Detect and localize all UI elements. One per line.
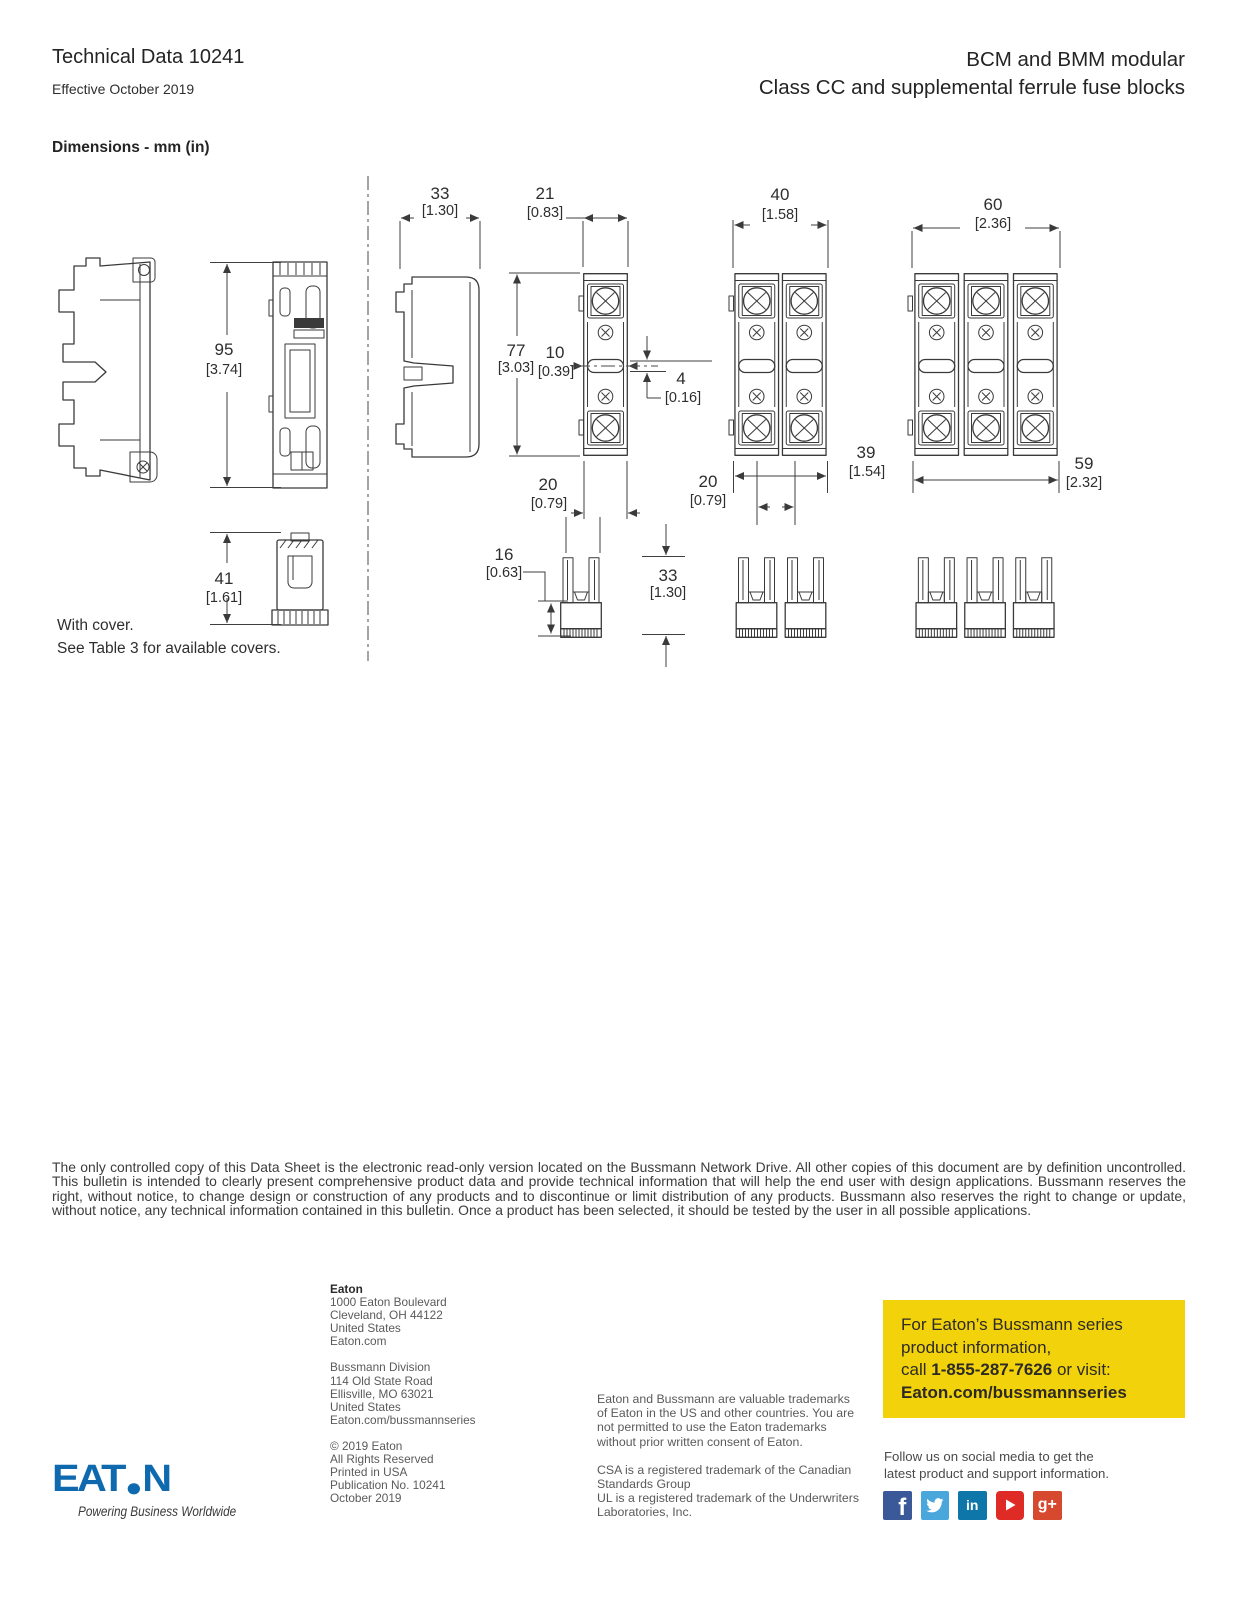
dim-20-in: [0.79] xyxy=(530,496,568,512)
dim-21-in: [0.83] xyxy=(526,205,564,221)
dim-16-in: [0.63] xyxy=(485,565,523,581)
dim-4-mm: 4 xyxy=(676,369,686,388)
youtube-icon[interactable] xyxy=(996,1491,1025,1520)
ul-trademark-note: UL is a registered trademark of the Underwriters Laboratories, Inc. xyxy=(597,1491,859,1520)
dim-95-mm: 95 xyxy=(214,340,234,359)
one-pole-front-view xyxy=(584,274,628,456)
division-line: Bussmann Division xyxy=(330,1360,431,1375)
phone-number[interactable]: 1-855-287-7626 xyxy=(931,1360,1053,1379)
address-company: Eaton xyxy=(330,1282,363,1296)
address-line: United States xyxy=(330,1321,401,1336)
dim-21-mm: 21 xyxy=(535,184,555,203)
dim-59 xyxy=(913,454,1102,493)
dim-20b-in: [0.79] xyxy=(689,493,727,509)
dim-10-in: [0.39] xyxy=(537,364,575,380)
dim-41-in: [1.61] xyxy=(205,590,243,606)
dim-33b-mm: 33 xyxy=(658,566,678,585)
dim-33b-in: [1.30] xyxy=(649,585,687,601)
dim-95-in: [3.74] xyxy=(205,362,243,378)
facebook-icon[interactable]: f xyxy=(883,1491,912,1520)
dim-20-two-pole xyxy=(690,461,795,525)
dim-59-mm: 59 xyxy=(1074,454,1094,473)
document-effective-date: Effective October 2019 xyxy=(52,81,195,97)
address-line: 1000 Eaton Boulevard xyxy=(330,1295,447,1310)
cover-note-line2: See Table 3 for available covers. xyxy=(57,640,281,657)
dim-40-mm: 40 xyxy=(770,185,790,204)
document-title: Technical Data 10241 xyxy=(52,46,245,68)
eaton-tagline: Powering Business Worldwide xyxy=(78,1503,237,1519)
linkedin-icon[interactable]: in xyxy=(958,1491,987,1520)
dim-20b-mm: 20 xyxy=(698,472,718,491)
bussmannseries-link[interactable]: Eaton.com/bussmannseries xyxy=(330,1412,476,1427)
three-pole-top-view-p1 xyxy=(916,558,957,638)
dim-40 xyxy=(733,185,828,268)
dim-40-in: [1.58] xyxy=(761,207,799,223)
dim-59-in: [2.32] xyxy=(1065,475,1103,491)
copyright-line: Printed in USA xyxy=(330,1465,408,1480)
info-box-line3: call 1-855-287-7626 or visit: xyxy=(901,1360,1111,1379)
googleplus-icon[interactable]: g+ xyxy=(1033,1491,1062,1520)
three-pole-top-view-p3 xyxy=(1013,558,1054,638)
dimension-drawings xyxy=(0,160,1236,680)
trademark-paragraph: Eaton and Bussmann are valuable trademarks of Eaton in the US and other countries. You are not permitted to use the Eaton trademarks without prior written consent of Eaton. xyxy=(597,1392,855,1449)
dim-16 xyxy=(486,545,571,636)
three-pole-front-view-p2 xyxy=(964,274,1008,456)
product-title xyxy=(759,46,1185,102)
two-pole-front-view-p1 xyxy=(735,274,779,456)
dim-39-in: [1.54] xyxy=(848,464,886,480)
side-view-drawing xyxy=(59,258,157,482)
division-line: Ellisville, MO 63021 xyxy=(330,1386,434,1401)
dim-33-mm: 33 xyxy=(430,184,450,203)
legal-disclaimer: The only controlled copy of this Data Sheet is the electronic read-only version located on the Bussmann Network Drive. All other copies of this document are by definition uncontrolled. This bulletin is intended to clearly present comprehensive product data and provide technical information that will help the end user with design applications. Bussmann reserves the right, without notice, to change design or construction of any products and to discontinue or limit distribution of any products. Bussmann also reserves the right to change or update, without notice, any technical information contained in this bulletin. Once a product has been selected, it should be tested by the user in all possible applications. xyxy=(52,1159,1186,1219)
eaton-wordmark: EAT N xyxy=(52,1456,170,1500)
publication-date: October 2019 xyxy=(330,1491,402,1506)
dim-41-mm: 41 xyxy=(214,569,234,588)
csa-trademark-note: CSA is a registered trademark of the Canadian Standards Group xyxy=(597,1462,852,1492)
product-title-line2: Class CC and supplemental ferrule fuse blocks xyxy=(758,76,1185,99)
dim-20-single xyxy=(531,461,640,519)
three-pole-front-view-p3 xyxy=(1014,274,1058,456)
front-view-drawing xyxy=(269,262,327,488)
dim-33-depth xyxy=(400,184,480,269)
dim-4-in: [0.16] xyxy=(664,390,702,406)
dim-33-topview xyxy=(642,524,686,667)
two-pole-top-view-p1 xyxy=(736,558,777,638)
info-box-website[interactable]: Eaton.com/bussmannseries xyxy=(901,1382,1127,1402)
dim-4 xyxy=(630,336,712,406)
dim-95 xyxy=(206,263,281,488)
dim-77-in: [3.03] xyxy=(497,360,535,376)
dimensions-heading: Dimensions - mm (in) xyxy=(52,139,210,156)
copyright-line: All Rights Reserved xyxy=(330,1452,434,1467)
dim-60-mm: 60 xyxy=(983,195,1003,214)
cover-note-line1: With cover. xyxy=(57,617,134,634)
dim-39 xyxy=(734,443,886,493)
dim-39-mm: 39 xyxy=(856,443,876,462)
two-pole-front-view-p2 xyxy=(782,274,826,456)
dim-77-mm: 77 xyxy=(506,341,526,360)
twitter-icon[interactable] xyxy=(921,1491,950,1520)
dim-60 xyxy=(912,195,1060,268)
dim-10-mm: 10 xyxy=(545,343,565,362)
two-pole-top-view-p2 xyxy=(785,558,826,638)
three-pole-top-view-p2 xyxy=(965,558,1006,638)
side-profile-drawing xyxy=(396,277,479,457)
address-line: Cleveland, OH 44122 xyxy=(330,1308,443,1323)
copyright-line: © 2019 Eaton xyxy=(330,1438,403,1453)
eaton-com-link[interactable]: Eaton.com xyxy=(330,1334,387,1349)
social-icons xyxy=(883,1491,1062,1520)
footer-address-column xyxy=(330,1283,476,1505)
logo-dot xyxy=(127,1483,139,1494)
eaton-logo xyxy=(52,1452,266,1519)
trademark-column xyxy=(597,1392,863,1520)
publication-number: Publication No. 10241 xyxy=(330,1478,446,1493)
product-title-line1: BCM and BMM modular xyxy=(966,48,1185,71)
division-line: United States xyxy=(330,1399,401,1414)
three-pole-front-view-p1 xyxy=(915,274,959,456)
info-box-line2: product information, xyxy=(901,1337,1052,1357)
division-line: 114 Old State Road xyxy=(330,1373,433,1388)
contact-info-box xyxy=(883,1300,1185,1418)
dim-20-mm: 20 xyxy=(538,475,558,494)
info-box-line1: For Eaton’s Bussmann series xyxy=(901,1315,1123,1334)
social-caption: Follow us on social media to get the latest product and support information. xyxy=(884,1449,1110,1481)
dim-41 xyxy=(206,533,281,625)
dim-60-in: [2.36] xyxy=(974,216,1012,232)
cover-view-drawing xyxy=(272,533,328,625)
dim-33-in: [1.30] xyxy=(421,203,459,219)
one-pole-top-view xyxy=(561,558,602,638)
dim-16-mm: 16 xyxy=(494,545,514,564)
dim-21 xyxy=(527,184,628,267)
